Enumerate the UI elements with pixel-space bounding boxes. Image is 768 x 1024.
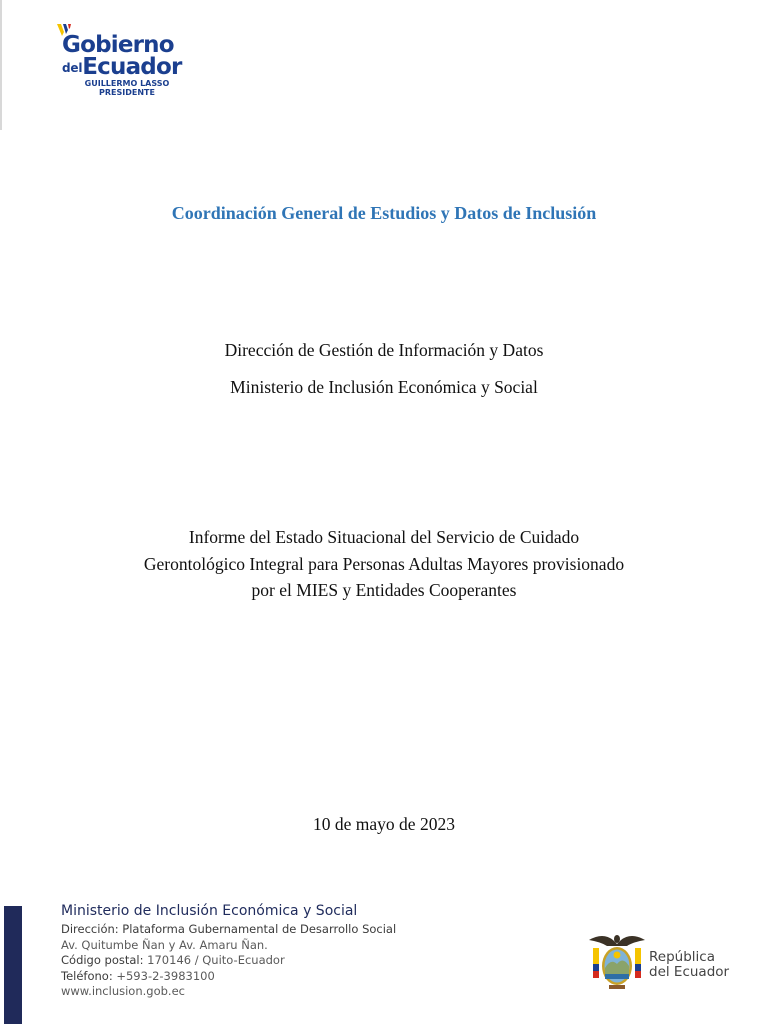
- footer-address: [61, 922, 396, 938]
- republica-del-ecuador-text: [649, 950, 729, 980]
- footer-address-value: Plataforma Gubernamental de Desarrollo Social: [122, 922, 397, 936]
- footer-contact-block: [61, 902, 396, 1000]
- logo-president-name: GUILLERMO LASSO: [84, 79, 170, 88]
- logo-del-text: del: [62, 61, 83, 75]
- footer-phone-label: Teléfono:: [61, 968, 113, 983]
- report-title-line: por el MIES y Entidades Cooperantes: [251, 580, 517, 600]
- del-ecuador-line: del Ecuador: [649, 964, 730, 980]
- logo-ecuador-word: Ecuador: [82, 54, 182, 80]
- footer-postal-value: 170146 / Quito-Ecuador: [147, 953, 285, 968]
- ecuador-coat-of-arms-icon: [587, 930, 647, 996]
- coordination-title: Coordinación General de Estudios y Datos de Inclusión: [171, 203, 597, 223]
- direction-name: Dirección de Gestión de Información y Datos: [224, 340, 544, 360]
- footer-address-line2: Av. Quitumbe Ñan y Av. Amaru Ñan.: [61, 937, 268, 952]
- footer-postal-label: Código postal:: [61, 953, 144, 968]
- gobierno-del-ecuador-logo: [56, 24, 206, 98]
- footer-organization: Ministerio de Inclusión Económica y Social: [61, 903, 358, 919]
- report-title-line: Informe del Estado Situacional del Servicio de Cuidado: [188, 527, 580, 547]
- footer-phone: [61, 969, 396, 985]
- footer-address-label: Dirección:: [61, 922, 119, 936]
- footer-accent-bar: [4, 906, 22, 1024]
- logo-president-title: PRESIDENTE: [99, 88, 155, 97]
- footer-website-link[interactable]: www.inclusion.gob.ec: [61, 984, 185, 999]
- republica-line: República: [649, 949, 715, 965]
- report-title-line: Gerontológico Integral para Personas Adultas Mayores provisionado: [143, 554, 625, 574]
- report-date: 10 de mayo de 2023: [313, 814, 455, 834]
- footer-postal-code: [61, 953, 396, 969]
- logo-gobierno-text: Gobierno: [62, 32, 174, 58]
- logo-ecuador-text: [62, 56, 182, 79]
- page-left-rule: [0, 0, 2, 130]
- ministry-name: Ministerio de Inclusión Económica y Social: [230, 377, 538, 397]
- footer-phone-value: +593-2-3983100: [116, 968, 215, 983]
